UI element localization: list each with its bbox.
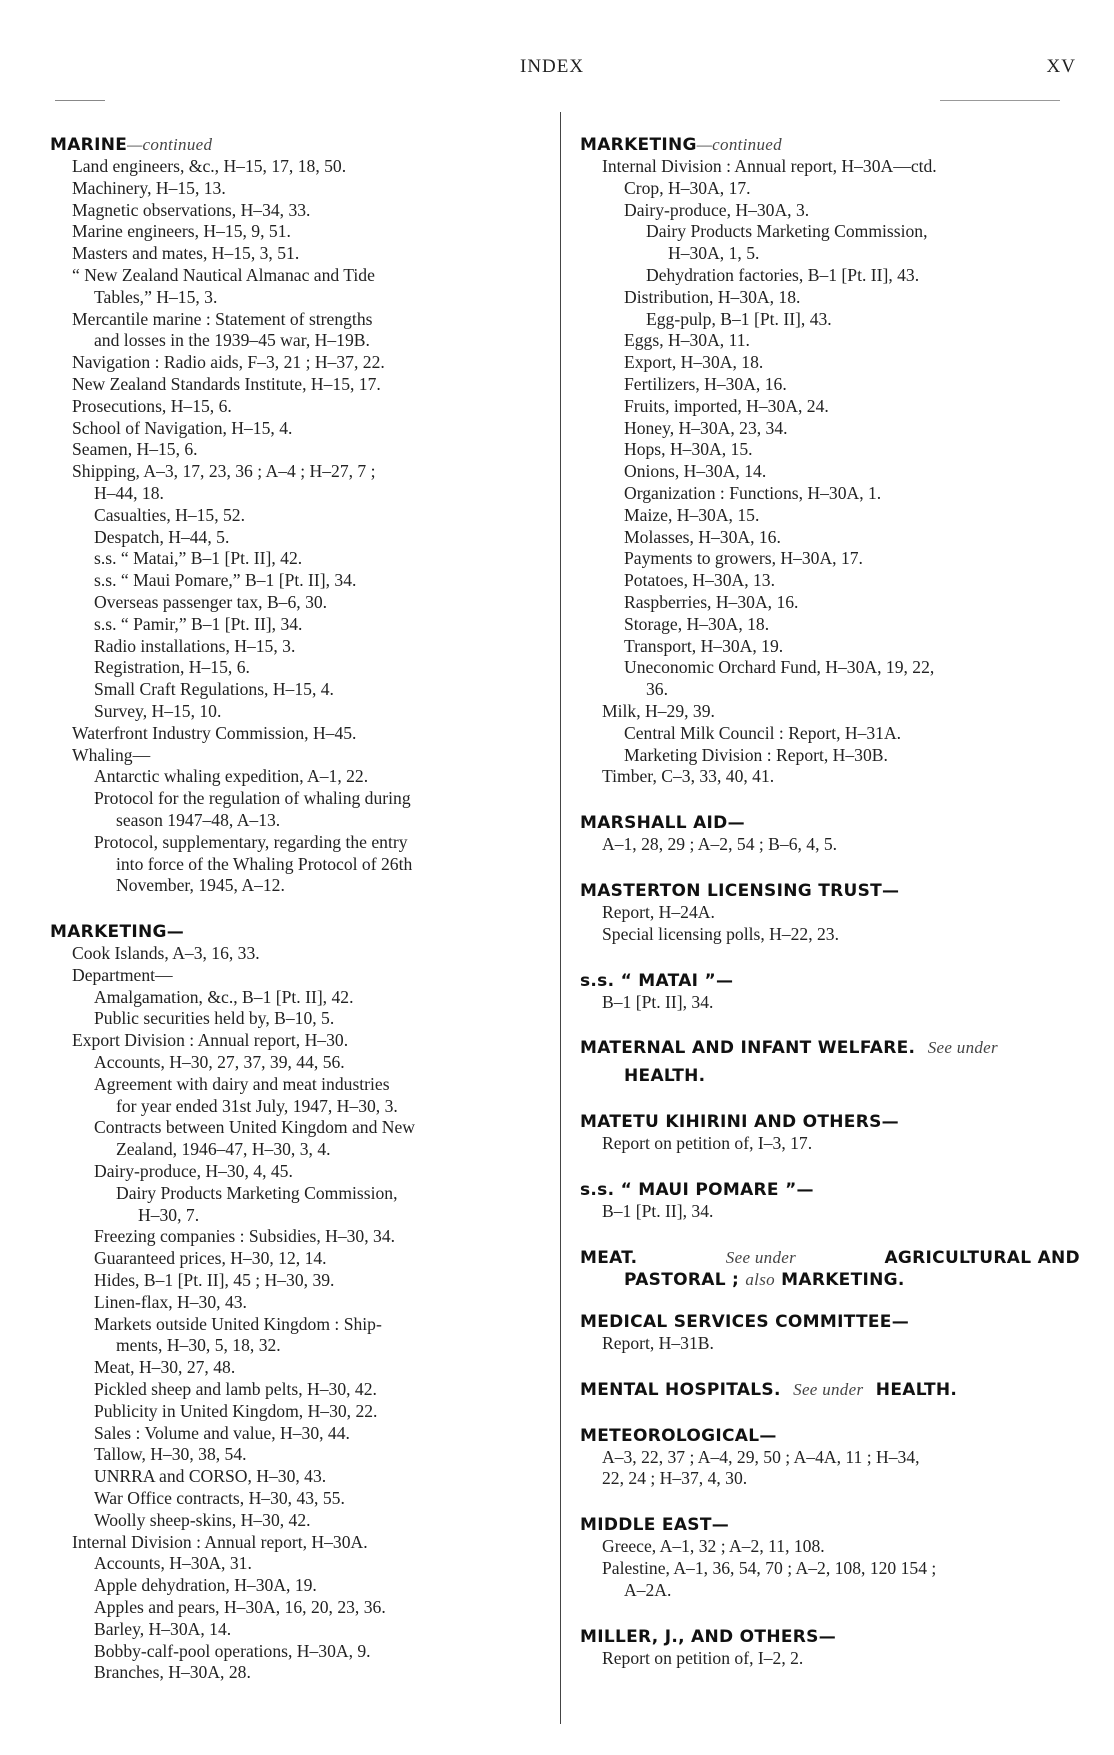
- index-line: Internal Division : Annual report, H–30A.: [72, 1531, 368, 1552]
- index-line: Timber, C–3, 33, 40, 41.: [602, 766, 775, 787]
- index-line: Dairy Products Marketing Commission,: [116, 1182, 398, 1203]
- index-line: Seamen, H–15, 6.: [72, 439, 198, 460]
- index-line: H–30, 7.: [138, 1204, 200, 1225]
- index-line: Amalgamation, &c., B–1 [Pt. II], 42.: [94, 986, 354, 1007]
- index-line: Marketing Division : Report, H–30B.: [624, 744, 888, 765]
- index-line: Honey, H–30A, 23, 34.: [624, 417, 788, 438]
- index-line: Registration, H–15, 6.: [94, 657, 250, 678]
- index-line: Bobby-calf-pool operations, H–30A, 9.: [94, 1640, 371, 1661]
- index-line: Magnetic observations, H–34, 33.: [72, 199, 311, 220]
- index-line: Maize, H–30A, 15.: [624, 504, 760, 525]
- index-line: Branches, H–30A, 28.: [94, 1662, 251, 1683]
- left-column: [50, 134, 548, 1684]
- index-line: Machinery, H–15, 13.: [72, 177, 226, 198]
- page-header: [0, 56, 1114, 84]
- index-line: Raspberries, H–30A, 16.: [624, 591, 799, 612]
- index-line: Fruits, imported, H–30A, 24.: [624, 395, 829, 416]
- index-line: Accounts, H–30A, 31.: [94, 1553, 252, 1574]
- index-line: Dairy Products Marketing Commission,: [646, 221, 928, 242]
- index-line: Onions, H–30A, 14.: [624, 461, 767, 482]
- index-line: Linen-flax, H–30, 43.: [94, 1291, 247, 1312]
- index-line: Department—: [72, 964, 173, 985]
- entry-heading: MEAT. See under AGRICULTURAL AND: [580, 1247, 1080, 1268]
- index-line: Public securities held by, B–10, 5.: [94, 1008, 335, 1029]
- right-column: [580, 134, 1080, 1669]
- spacer: [580, 1490, 1080, 1514]
- index-line: “ New Zealand Nautical Almanac and Tide: [72, 264, 375, 285]
- index-line: Crop, H–30A, 17.: [624, 177, 751, 198]
- index-line: Potatoes, H–30A, 13.: [624, 570, 776, 591]
- index-line: Tallow, H–30, 38, 54.: [94, 1444, 247, 1465]
- index-line: Tables,” H–15, 3.: [94, 286, 218, 307]
- index-line: Dehydration factories, B–1 [Pt. II], 43.: [646, 264, 920, 285]
- page-number: XV: [1046, 56, 1076, 77]
- index-line: Despatch, H–44, 5.: [94, 526, 230, 547]
- index-line: Overseas passenger tax, B–6, 30.: [94, 591, 328, 612]
- index-line: Mercantile marine : Statement of strengths: [72, 308, 373, 329]
- index-line: Apples and pears, H–30A, 16, 20, 23, 36.: [94, 1597, 386, 1617]
- entry-heading: METEOROLOGICAL—: [580, 1425, 777, 1446]
- spacer: [580, 1401, 1080, 1425]
- entry-heading: MATERNAL AND INFANT WELFARE. See under: [580, 1038, 998, 1059]
- index-line: into force of the Whaling Protocol of 26th: [116, 853, 413, 874]
- index-line: Palestine, A–1, 36, 54, 70 ; A–2, 108, 120 154 ;: [602, 1558, 937, 1579]
- spacer: [580, 788, 1080, 812]
- index-line: Internal Division : Annual report, H–30A—ctd.: [602, 156, 937, 176]
- index-line: A–3, 22, 37 ; A–4, 29, 50 ; A–4A, 11 ; H–34,: [602, 1446, 920, 1467]
- entry-heading: MENTAL HOSPITALS. See under HEALTH.: [580, 1379, 958, 1400]
- entry-heading: MILLER, J., AND OTHERS—: [580, 1626, 836, 1647]
- index-line: Molasses, H–30A, 16.: [624, 526, 781, 547]
- index-line: Central Milk Council : Report, H–31A.: [624, 722, 902, 743]
- header-rule-right: [940, 100, 1060, 101]
- index-line: Agreement with dairy and meat industries: [94, 1073, 390, 1094]
- index-line: Transport, H–30A, 19.: [624, 635, 784, 656]
- spacer: [580, 1087, 1080, 1111]
- index-line: Contracts between United Kingdom and New: [94, 1117, 416, 1138]
- index-line: Special licensing polls, H–22, 23.: [602, 923, 840, 944]
- index-line: UNRRA and CORSO, H–30, 43.: [94, 1466, 327, 1487]
- index-line: Dairy-produce, H–30A, 3.: [624, 199, 810, 220]
- index-line: Guaranteed prices, H–30, 12, 14.: [94, 1248, 327, 1269]
- index-line: Greece, A–1, 32 ; A–2, 11, 108.: [602, 1536, 825, 1557]
- index-line: Antarctic whaling expedition, A–1, 22.: [94, 766, 369, 787]
- index-line: 36.: [646, 679, 668, 700]
- index-line: Masters and mates, H–15, 3, 51.: [72, 243, 300, 264]
- index-line: Accounts, H–30, 27, 37, 39, 44, 56.: [94, 1052, 345, 1073]
- entry-heading: MEDICAL SERVICES COMMITTEE—: [580, 1311, 910, 1332]
- index-line: Pickled sheep and lamb pelts, H–30, 42.: [94, 1379, 377, 1400]
- index-line: Uneconomic Orchard Fund, H–30A, 19, 22,: [624, 657, 935, 678]
- index-line: Small Craft Regulations, H–15, 4.: [94, 679, 334, 700]
- entry-heading: s.s. “ MATAI ”—: [580, 970, 734, 991]
- index-line: Meat, H–30, 27, 48.: [94, 1357, 236, 1378]
- index-line: Distribution, H–30A, 18.: [624, 286, 801, 307]
- index-line: Barley, H–30A, 14.: [94, 1618, 232, 1639]
- entry-heading-ref: PASTORAL ; also MARKETING.: [624, 1269, 905, 1290]
- index-line: Hides, B–1 [Pt. II], 45 ; H–30, 39.: [94, 1270, 335, 1291]
- index-line: for year ended 31st July, 1947, H–30, 3.: [116, 1095, 398, 1116]
- index-line: Whaling—: [72, 744, 151, 765]
- index-line: Marine engineers, H–15, 9, 51.: [72, 221, 291, 242]
- index-line: Woolly sheep-skins, H–30, 42.: [94, 1509, 311, 1530]
- entry-heading-ref: HEALTH.: [624, 1066, 706, 1087]
- index-line: Egg-pulp, B–1 [Pt. II], 43.: [646, 308, 832, 329]
- index-line: H–30A, 1, 5.: [668, 243, 760, 264]
- index-line: B–1 [Pt. II], 34.: [602, 991, 714, 1012]
- index-line: s.s. “ Matai,” B–1 [Pt. II], 42.: [94, 548, 303, 569]
- index-line: Zealand, 1946–47, H–30, 3, 4.: [116, 1139, 331, 1160]
- index-line: s.s. “ Maui Pomare,” B–1 [Pt. II], 34.: [94, 570, 357, 591]
- spacer: [50, 897, 548, 921]
- index-line: 22, 24 ; H–37, 4, 30.: [602, 1468, 748, 1489]
- index-line: Export, H–30A, 18.: [624, 352, 764, 373]
- spacer: [580, 1602, 1080, 1626]
- entry-heading: MIDDLE EAST—: [580, 1515, 730, 1536]
- index-line: Shipping, A–3, 17, 23, 36 ; A–4 ; H–27, 7 ;: [72, 461, 376, 482]
- index-line: s.s. “ Pamir,” B–1 [Pt. II], 34.: [94, 613, 303, 634]
- index-line: A–2A.: [624, 1579, 672, 1600]
- index-line: Prosecutions, H–15, 6.: [72, 395, 232, 416]
- spacer: [580, 946, 1080, 970]
- index-line: and losses in the 1939–45 war, H–19B.: [94, 330, 370, 351]
- spacer: [580, 1223, 1080, 1247]
- spacer: [580, 1291, 1080, 1311]
- index-line: Report on petition of, I–2, 2.: [602, 1647, 804, 1668]
- index-line: Payments to growers, H–30A, 17.: [624, 548, 863, 569]
- index-line: H–44, 18.: [94, 482, 164, 503]
- index-line: Sales : Volume and value, H–30, 44.: [94, 1422, 350, 1443]
- header-rule-left: [55, 100, 105, 101]
- entry-heading: s.s. “ MAUI POMARE ”—: [580, 1180, 814, 1201]
- entry-heading: MARKETING—continued: [580, 135, 782, 155]
- index-line: season 1947–48, A–13.: [116, 809, 281, 830]
- index-line: Milk, H–29, 39.: [602, 700, 715, 721]
- index-line: Report, H–31B.: [602, 1332, 714, 1353]
- index-line: Markets outside United Kingdom : Ship-: [94, 1313, 382, 1334]
- spacer: [580, 856, 1080, 880]
- index-line: Report on petition of, I–3, 17.: [602, 1133, 813, 1154]
- index-line: Freezing companies : Subsidies, H–30, 34.: [94, 1226, 396, 1247]
- entry-heading: MARINE—continued: [50, 135, 213, 155]
- index-line: B–1 [Pt. II], 34.: [602, 1201, 714, 1222]
- index-line: November, 1945, A–12.: [116, 875, 285, 896]
- column-divider: [560, 112, 561, 1724]
- index-line: Waterfront Industry Commission, H–45.: [72, 722, 357, 743]
- index-line: Radio installations, H–15, 3.: [94, 635, 296, 656]
- index-line: A–1, 28, 29 ; A–2, 54 ; B–6, 4, 5.: [602, 834, 838, 855]
- index-line: Publicity in United Kingdom, H–30, 22.: [94, 1400, 378, 1421]
- index-line: School of Navigation, H–15, 4.: [72, 417, 293, 438]
- spacer: [580, 1155, 1080, 1179]
- index-line: Survey, H–15, 10.: [94, 700, 222, 721]
- index-line: Navigation : Radio aids, F–3, 21 ; H–37, 22.: [72, 352, 385, 373]
- entry-heading: MARSHALL AID—: [580, 813, 745, 834]
- index-line: Hops, H–30A, 15.: [624, 439, 753, 460]
- index-line: Eggs, H–30A, 11.: [624, 330, 750, 351]
- entry-heading: MARKETING—: [50, 922, 185, 943]
- spacer: [580, 1355, 1080, 1379]
- index-line: Fertilizers, H–30A, 16.: [624, 373, 787, 394]
- index-line: New Zealand Standards Institute, H–15, 17.: [72, 373, 381, 394]
- index-line: Report, H–24A.: [602, 901, 715, 922]
- index-line: Protocol, supplementary, regarding the entry: [94, 831, 408, 852]
- index-line: ments, H–30, 5, 18, 32.: [116, 1335, 281, 1356]
- spacer: [580, 1013, 1080, 1037]
- index-line: Land engineers, &c., H–15, 17, 18, 50.: [72, 156, 347, 176]
- index-line: Casualties, H–15, 52.: [94, 504, 245, 525]
- entry-heading: MATETU KIHIRINI AND OTHERS—: [580, 1112, 899, 1133]
- entry-heading: MASTERTON LICENSING TRUST—: [580, 880, 900, 901]
- index-line: Protocol for the regulation of whaling during: [94, 788, 411, 809]
- index-line: Storage, H–30A, 18.: [624, 613, 770, 634]
- index-line: Organization : Functions, H–30A, 1.: [624, 482, 882, 503]
- index-line: Cook Islands, A–3, 16, 33.: [72, 943, 260, 964]
- index-line: Apple dehydration, H–30A, 19.: [94, 1575, 317, 1596]
- index-line: Export Division : Annual report, H–30.: [72, 1030, 349, 1051]
- index-line: Dairy-produce, H–30, 4, 45.: [94, 1161, 293, 1182]
- running-title: INDEX: [520, 56, 585, 77]
- index-line: War Office contracts, H–30, 43, 55.: [94, 1488, 345, 1509]
